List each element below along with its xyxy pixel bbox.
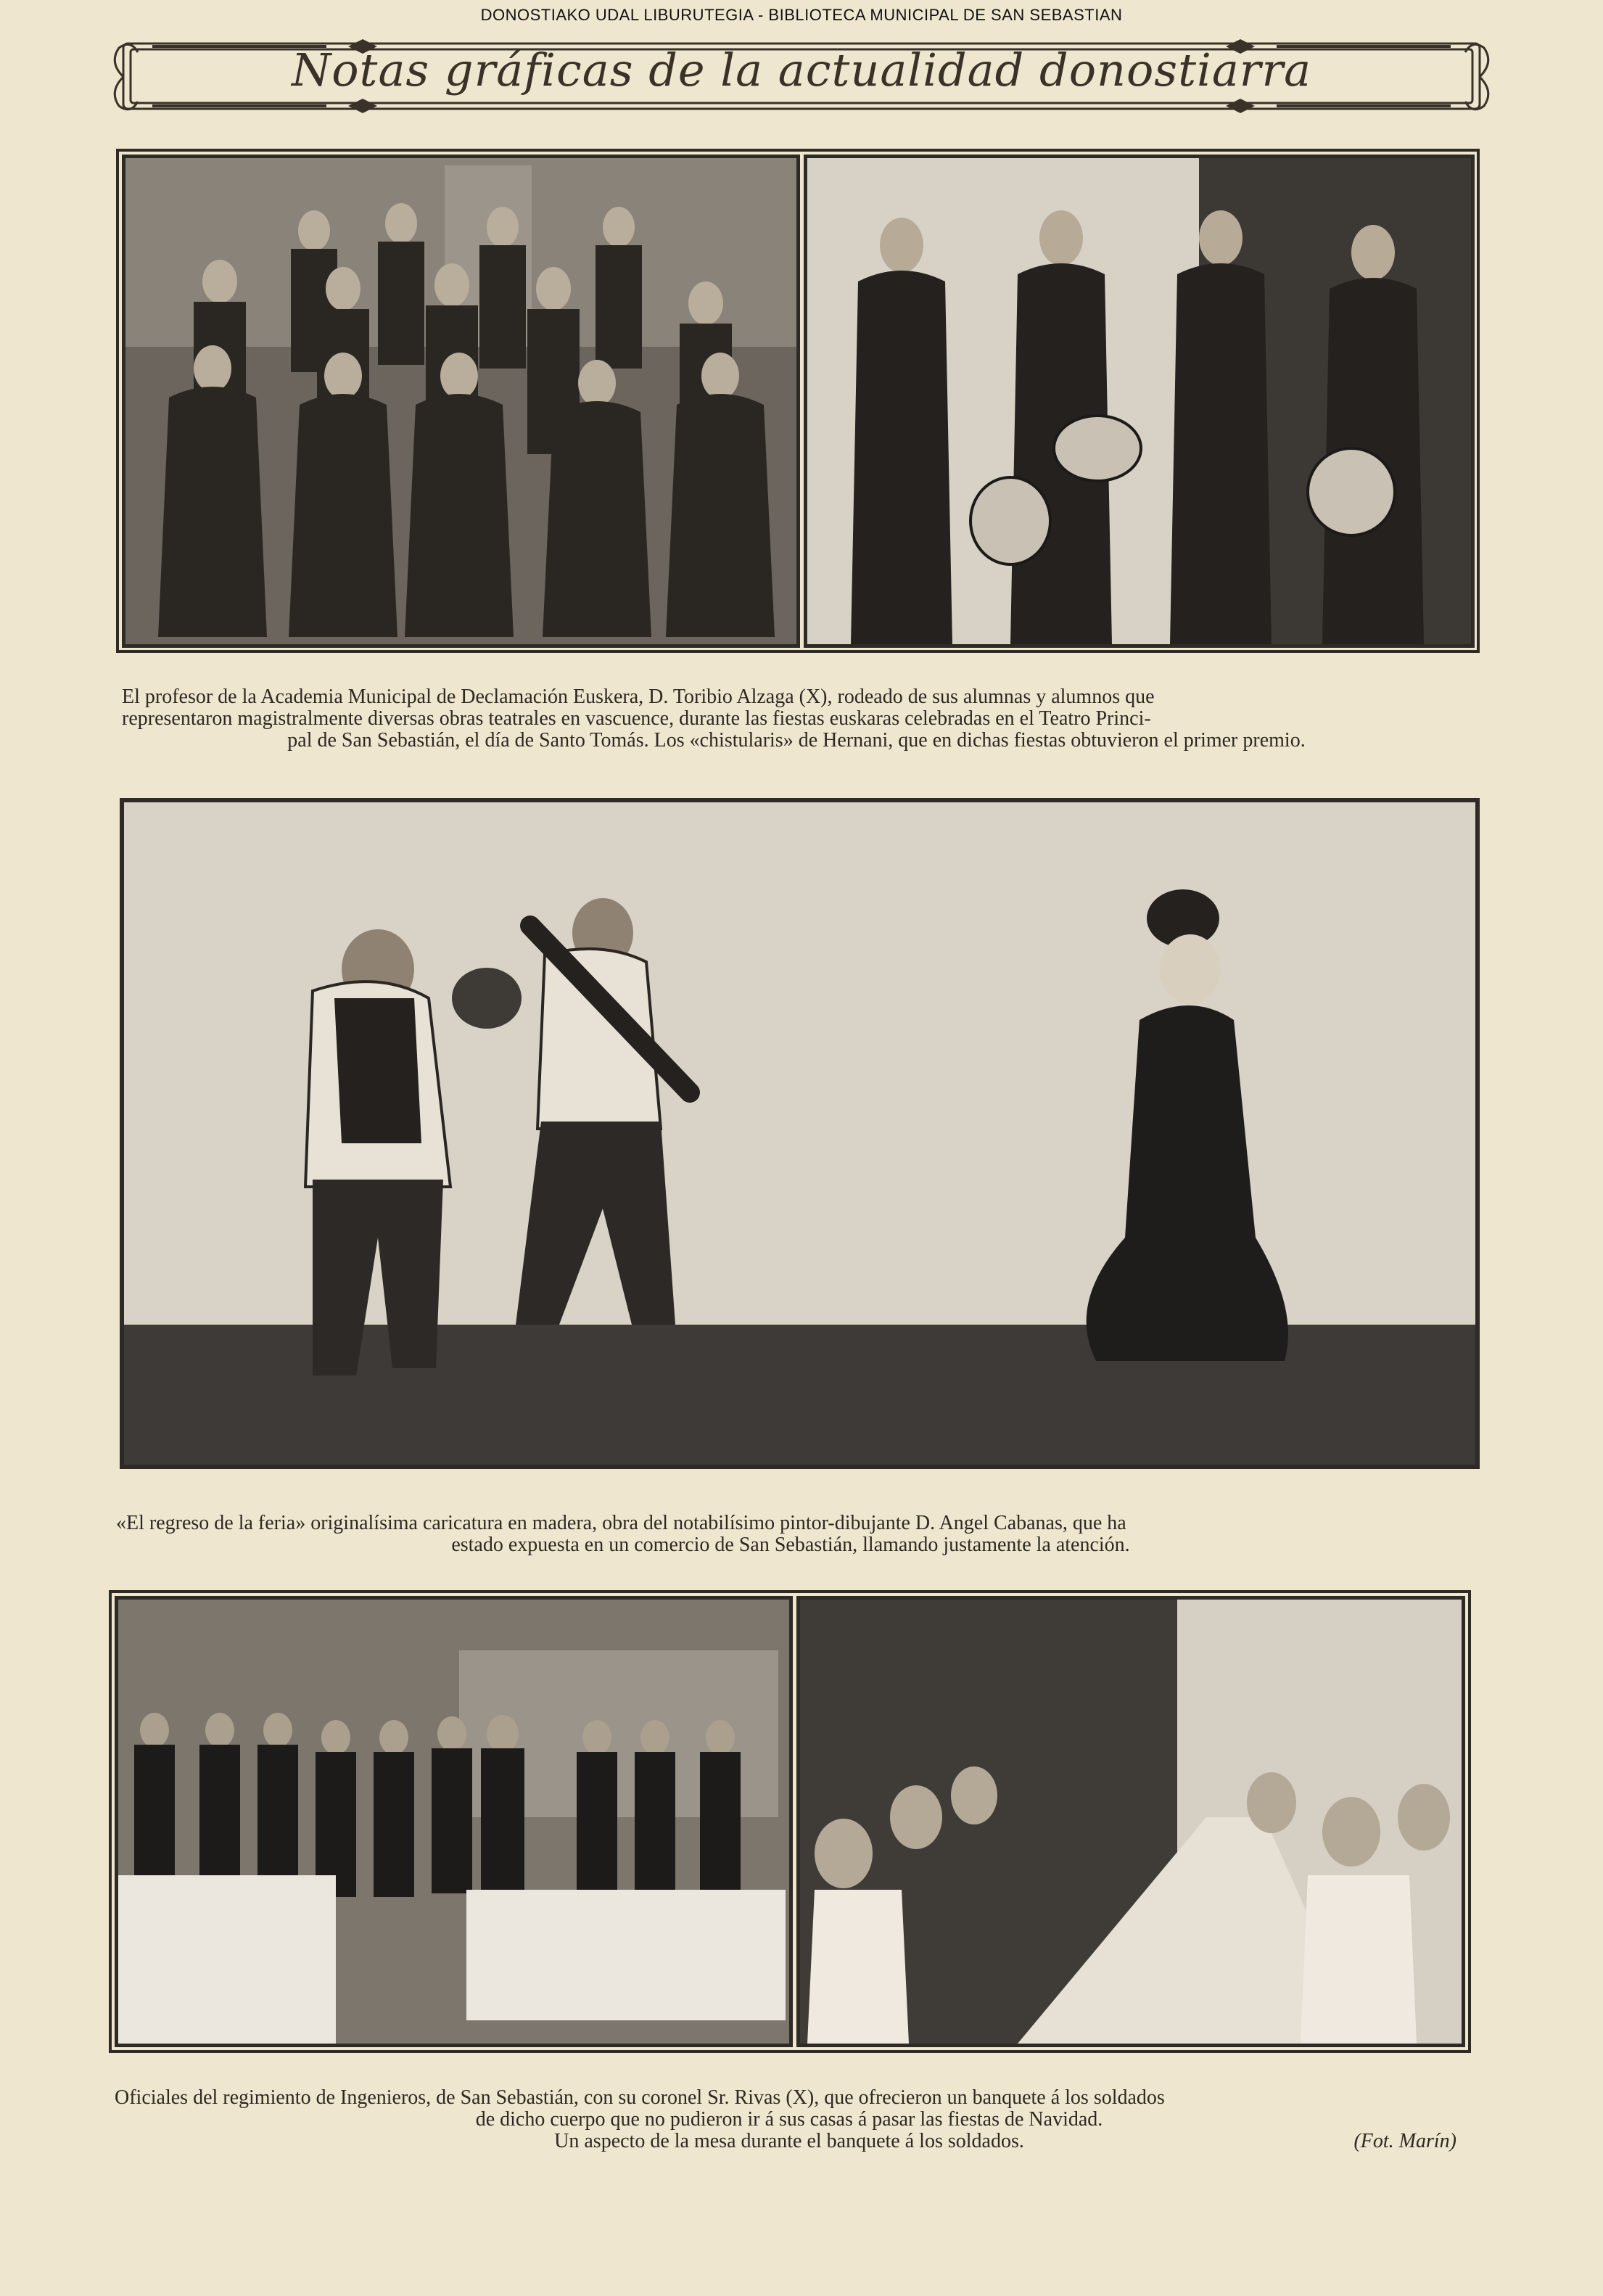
photo-soldiers-banquet — [796, 1596, 1465, 2047]
library-watermark: DONOSTIAKO UDAL LIBURUTEGIA - BIBLIOTECA MUNICIPAL DE SAN SEBASTIAN — [480, 6, 1123, 24]
caption-line: Oficiales del regimiento de Ingenieros, de San Sebastián, con su coronel Sr. Rivas (X), que ofrecieron un banquete á los soldados — [115, 2086, 1165, 2109]
caption-last-line — [115, 2131, 1464, 2152]
caption-line: Un aspecto de la mesa durante el banquete á los soldados. — [554, 2130, 1024, 2152]
page-title: Notas gráficas de la actualidad donostiarra — [291, 44, 1312, 96]
caption-line: El profesor de la Academia Municipal de Declamación Euskera, D. Toribio Alzaga (X), rodeado de sus alumnas y alumnos que — [122, 686, 1155, 708]
photo-academy-group — [122, 155, 800, 648]
photo-caricature — [120, 798, 1480, 1469]
caption-section1 — [122, 686, 1471, 752]
photo-officers — [115, 1596, 793, 2047]
caption-line: de dicho cuerpo que no pudieron ir á sus casas á pasar las fiestas de Navidad. — [475, 2108, 1103, 2131]
caption-line: estado expuesta en un comercio de San Sebastián, llamando justamente la atención. — [451, 1534, 1130, 1556]
photo-credit: (Fot. Marín) — [1353, 2130, 1456, 2152]
caption-line: representaron magistralmente diversas obras teatrales en vascuence, durante las fiestas euskaras celebradas en el Teatro Princi- — [122, 707, 1151, 730]
photo-chistularis — [804, 155, 1475, 648]
caption-line: pal de San Sebastián, el día de Santo Tomás. Los «chistularis» de Hernani, que en dichas fiestas obtuvieron el primer premio. — [287, 729, 1306, 752]
caption-section3 — [115, 2087, 1464, 2152]
caption-line: «El regreso de la feria» originalísima caricatura en madera, obra del notabilísimo pintor-dibujante D. Angel Cabanas, que ha — [116, 1512, 1126, 1534]
caption-section2 — [116, 1513, 1465, 1556]
